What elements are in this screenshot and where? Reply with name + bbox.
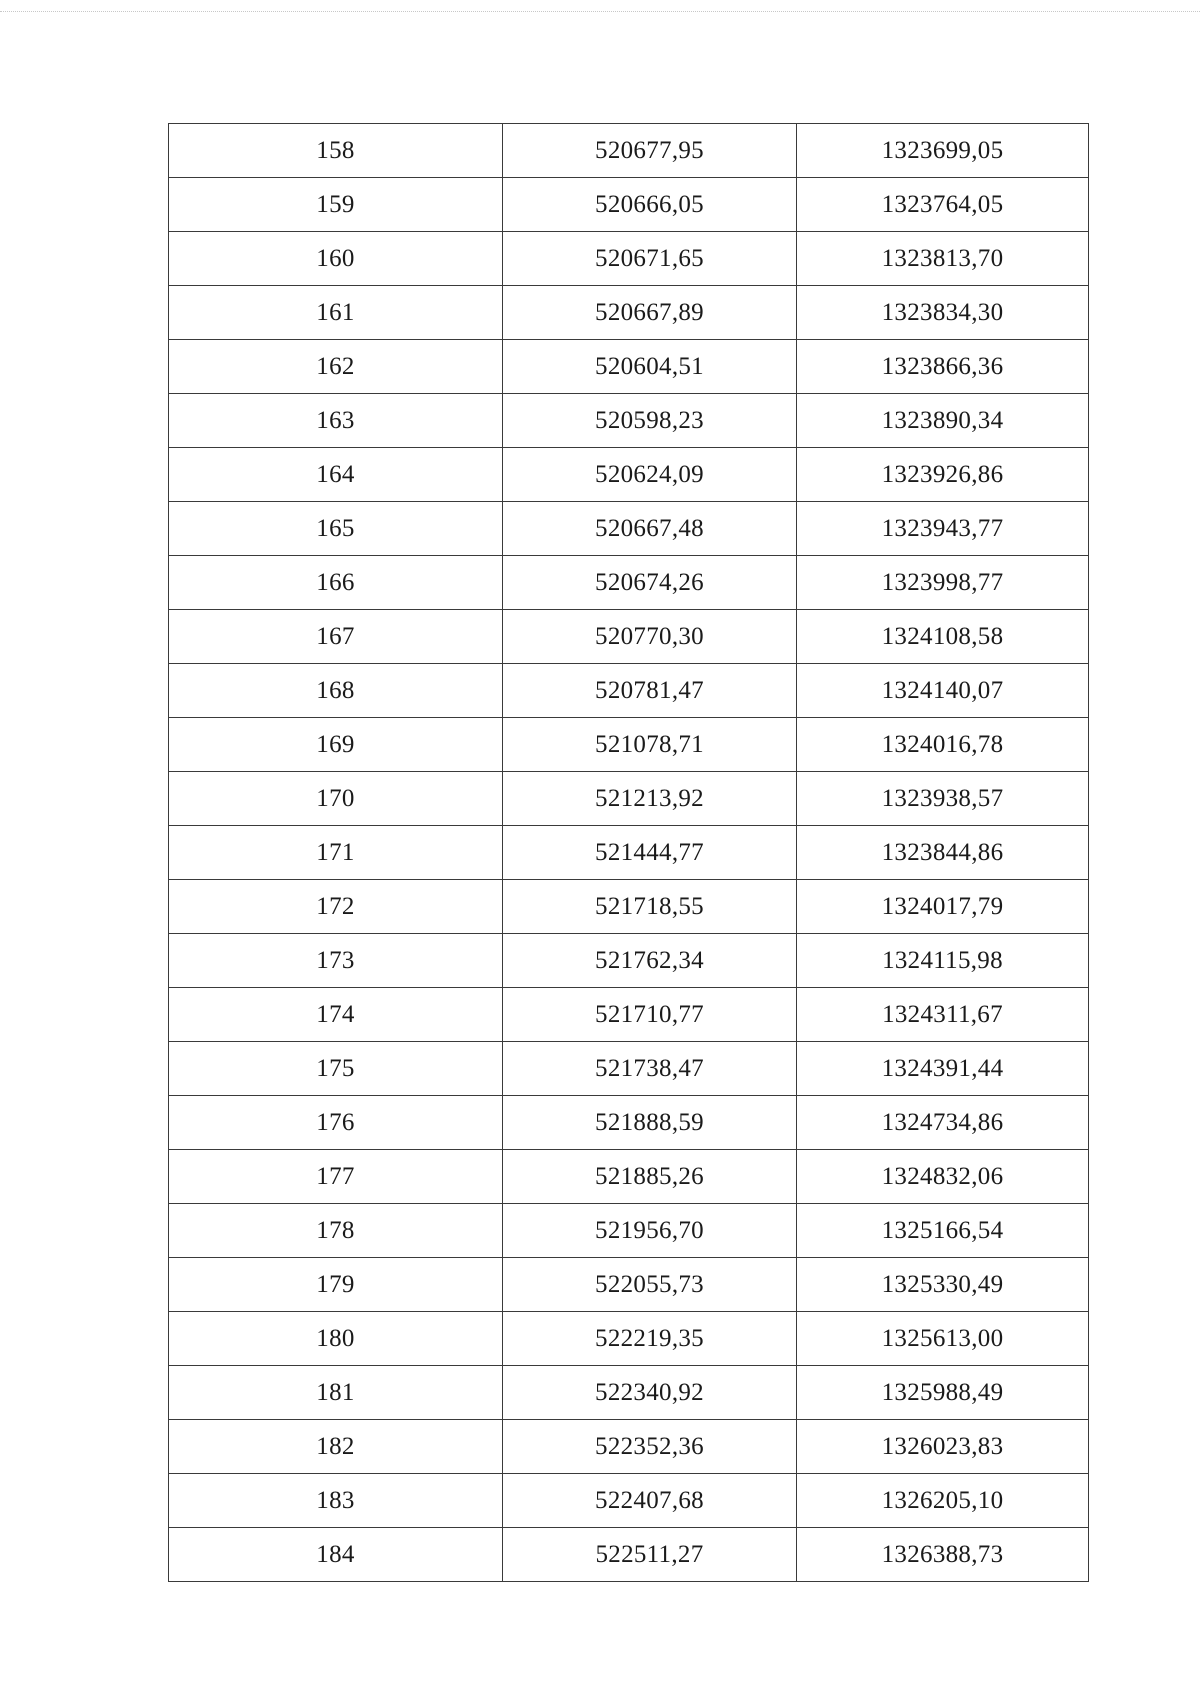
table-row	[169, 448, 1089, 502]
x-coordinate-cell: 522219,35	[503, 1312, 797, 1366]
point-number-cell: 178	[169, 1204, 503, 1258]
x-coordinate-cell: 520674,26	[503, 556, 797, 610]
x-coordinate-cell: 522407,68	[503, 1474, 797, 1528]
y-coordinate-cell: 1323890,34	[797, 394, 1089, 448]
x-coordinate-cell: 520598,23	[503, 394, 797, 448]
point-number-cell: 169	[169, 718, 503, 772]
x-coordinate-cell: 521718,55	[503, 880, 797, 934]
x-coordinate-cell: 521710,77	[503, 988, 797, 1042]
table-row	[169, 1312, 1089, 1366]
table-row	[169, 124, 1089, 178]
x-coordinate-cell: 520667,48	[503, 502, 797, 556]
y-coordinate-cell: 1325166,54	[797, 1204, 1089, 1258]
point-number-cell: 175	[169, 1042, 503, 1096]
y-coordinate-cell: 1324391,44	[797, 1042, 1089, 1096]
table-row	[169, 1096, 1089, 1150]
point-number-cell: 181	[169, 1366, 503, 1420]
point-number-cell: 184	[169, 1528, 503, 1582]
y-coordinate-cell: 1323998,77	[797, 556, 1089, 610]
x-coordinate-cell: 520770,30	[503, 610, 797, 664]
y-coordinate-cell: 1323926,86	[797, 448, 1089, 502]
point-number-cell: 170	[169, 772, 503, 826]
x-coordinate-cell: 522352,36	[503, 1420, 797, 1474]
point-number-cell: 179	[169, 1258, 503, 1312]
y-coordinate-cell: 1323834,30	[797, 286, 1089, 340]
point-number-cell: 161	[169, 286, 503, 340]
y-coordinate-cell: 1323764,05	[797, 178, 1089, 232]
x-coordinate-cell: 520677,95	[503, 124, 797, 178]
point-number-cell: 183	[169, 1474, 503, 1528]
x-coordinate-cell: 521444,77	[503, 826, 797, 880]
table-row	[169, 772, 1089, 826]
point-number-cell: 167	[169, 610, 503, 664]
x-coordinate-cell: 520781,47	[503, 664, 797, 718]
y-coordinate-cell: 1324832,06	[797, 1150, 1089, 1204]
x-coordinate-cell: 520666,05	[503, 178, 797, 232]
table-row	[169, 556, 1089, 610]
y-coordinate-cell: 1324734,86	[797, 1096, 1089, 1150]
table-row	[169, 394, 1089, 448]
table-row	[169, 340, 1089, 394]
point-number-cell: 173	[169, 934, 503, 988]
point-number-cell: 174	[169, 988, 503, 1042]
point-number-cell: 166	[169, 556, 503, 610]
table-row	[169, 1366, 1089, 1420]
point-number-cell: 164	[169, 448, 503, 502]
table-row	[169, 988, 1089, 1042]
y-coordinate-cell: 1323699,05	[797, 124, 1089, 178]
x-coordinate-cell: 521885,26	[503, 1150, 797, 1204]
scan-edge-line	[0, 11, 1200, 12]
x-coordinate-cell: 520667,89	[503, 286, 797, 340]
point-number-cell: 165	[169, 502, 503, 556]
x-coordinate-cell: 521762,34	[503, 934, 797, 988]
y-coordinate-cell: 1326205,10	[797, 1474, 1089, 1528]
y-coordinate-cell: 1325330,49	[797, 1258, 1089, 1312]
table-row	[169, 1474, 1089, 1528]
y-coordinate-cell: 1324140,07	[797, 664, 1089, 718]
table-row	[169, 1204, 1089, 1258]
point-number-cell: 171	[169, 826, 503, 880]
point-number-cell: 160	[169, 232, 503, 286]
y-coordinate-cell: 1323938,57	[797, 772, 1089, 826]
point-number-cell: 182	[169, 1420, 503, 1474]
table-row	[169, 178, 1089, 232]
coordinates-table	[168, 123, 1089, 1582]
point-number-cell: 177	[169, 1150, 503, 1204]
point-number-cell: 163	[169, 394, 503, 448]
table-row	[169, 1042, 1089, 1096]
y-coordinate-cell: 1324108,58	[797, 610, 1089, 664]
point-number-cell: 162	[169, 340, 503, 394]
point-number-cell: 176	[169, 1096, 503, 1150]
table-row	[169, 1258, 1089, 1312]
table-row	[169, 880, 1089, 934]
y-coordinate-cell: 1324311,67	[797, 988, 1089, 1042]
x-coordinate-cell: 521888,59	[503, 1096, 797, 1150]
y-coordinate-cell: 1324115,98	[797, 934, 1089, 988]
table-row	[169, 502, 1089, 556]
point-number-cell: 172	[169, 880, 503, 934]
x-coordinate-cell: 520624,09	[503, 448, 797, 502]
table-row	[169, 934, 1089, 988]
y-coordinate-cell: 1326388,73	[797, 1528, 1089, 1582]
y-coordinate-cell: 1325988,49	[797, 1366, 1089, 1420]
x-coordinate-cell: 520671,65	[503, 232, 797, 286]
x-coordinate-cell: 522511,27	[503, 1528, 797, 1582]
x-coordinate-cell: 521956,70	[503, 1204, 797, 1258]
table-row	[169, 664, 1089, 718]
y-coordinate-cell: 1326023,83	[797, 1420, 1089, 1474]
point-number-cell: 158	[169, 124, 503, 178]
y-coordinate-cell: 1323844,86	[797, 826, 1089, 880]
table-row	[169, 610, 1089, 664]
y-coordinate-cell: 1324016,78	[797, 718, 1089, 772]
table-row	[169, 826, 1089, 880]
x-coordinate-cell: 521213,92	[503, 772, 797, 826]
point-number-cell: 180	[169, 1312, 503, 1366]
table-row	[169, 718, 1089, 772]
y-coordinate-cell: 1324017,79	[797, 880, 1089, 934]
table-row	[169, 1420, 1089, 1474]
point-number-cell: 168	[169, 664, 503, 718]
table-row	[169, 1150, 1089, 1204]
x-coordinate-cell: 522055,73	[503, 1258, 797, 1312]
x-coordinate-cell: 521078,71	[503, 718, 797, 772]
x-coordinate-cell: 522340,92	[503, 1366, 797, 1420]
y-coordinate-cell: 1323866,36	[797, 340, 1089, 394]
table-row	[169, 232, 1089, 286]
table-row	[169, 286, 1089, 340]
point-number-cell: 159	[169, 178, 503, 232]
coordinates-table-body	[169, 124, 1089, 1582]
table-row	[169, 1528, 1089, 1582]
y-coordinate-cell: 1323943,77	[797, 502, 1089, 556]
y-coordinate-cell: 1323813,70	[797, 232, 1089, 286]
y-coordinate-cell: 1325613,00	[797, 1312, 1089, 1366]
x-coordinate-cell: 521738,47	[503, 1042, 797, 1096]
x-coordinate-cell: 520604,51	[503, 340, 797, 394]
